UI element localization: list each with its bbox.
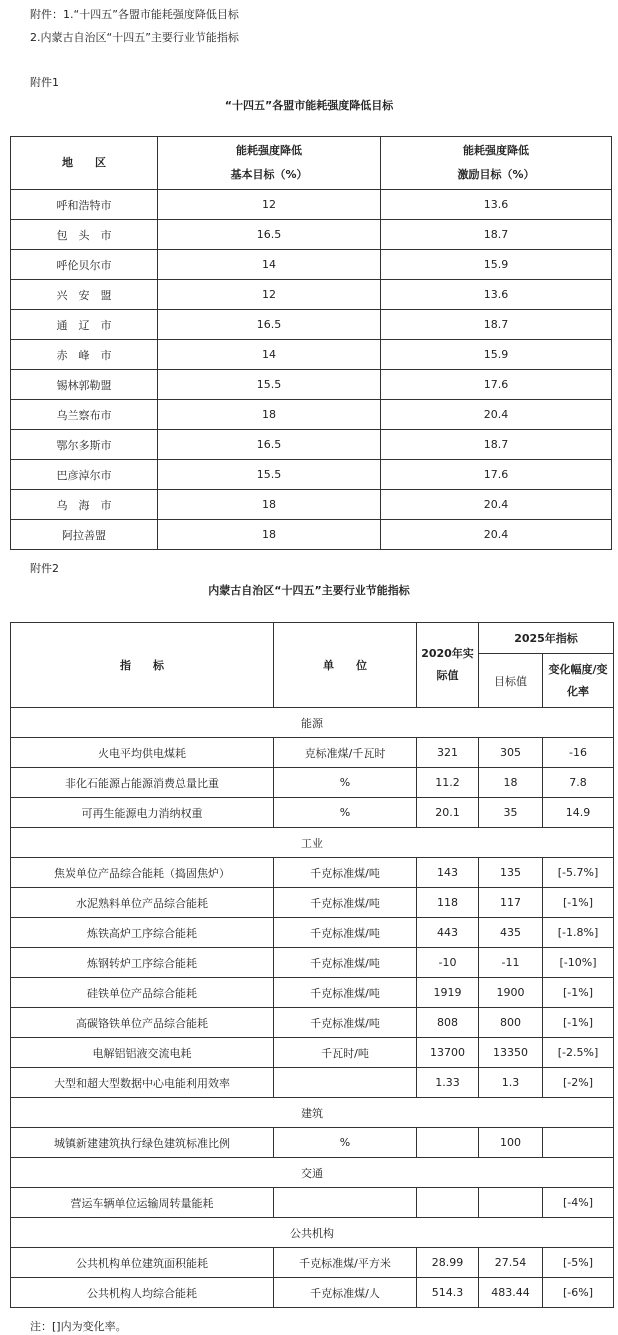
incentive-target-cell: 13.6 bbox=[381, 190, 612, 220]
unit-cell: 千克标准煤/吨 bbox=[274, 948, 417, 978]
unit-cell: 千克标准煤/吨 bbox=[274, 858, 417, 888]
header-2020-actual: 2020年实际值 bbox=[417, 623, 479, 708]
table-row bbox=[11, 768, 614, 798]
indicator-cell: 炼钢转炉工序综合能耗 bbox=[11, 948, 274, 978]
incentive-target-cell: 15.9 bbox=[381, 340, 612, 370]
basic-target-cell: 16.5 bbox=[158, 430, 381, 460]
basic-target-cell: 15.5 bbox=[158, 460, 381, 490]
header-change: 变化幅度/变化率 bbox=[543, 654, 614, 708]
region-cell: 乌兰察布市 bbox=[11, 400, 158, 430]
table-row bbox=[11, 858, 614, 888]
basic-target-cell: 16.5 bbox=[158, 310, 381, 340]
unit-cell: % bbox=[274, 798, 417, 828]
incentive-target-cell: 17.6 bbox=[381, 370, 612, 400]
table-row bbox=[11, 1188, 614, 1218]
incentive-target-cell: 20.4 bbox=[381, 520, 612, 550]
indicator-cell: 公共机构人均综合能耗 bbox=[11, 1278, 274, 1308]
region-cell: 锡林郭勒盟 bbox=[11, 370, 158, 400]
unit-cell: 千克标准煤/人 bbox=[274, 1278, 417, 1308]
actual-2020-cell: 11.2 bbox=[417, 768, 479, 798]
indicator-cell: 公共机构单位建筑面积能耗 bbox=[11, 1248, 274, 1278]
basic-target-cell: 18 bbox=[158, 490, 381, 520]
region-cell: 赤 峰 市 bbox=[11, 340, 158, 370]
target-2025-cell: 27.54 bbox=[479, 1248, 543, 1278]
target-2025-cell: 1900 bbox=[479, 978, 543, 1008]
change-cell: [-5%] bbox=[543, 1248, 614, 1278]
table-row bbox=[11, 460, 612, 490]
region-cell: 兴 安 盟 bbox=[11, 280, 158, 310]
table-row bbox=[11, 430, 612, 460]
table-row bbox=[11, 1278, 614, 1308]
change-cell: [-5.7%] bbox=[543, 858, 614, 888]
actual-2020-cell: 321 bbox=[417, 738, 479, 768]
unit-cell: 千瓦时/吨 bbox=[274, 1038, 417, 1068]
actual-2020-cell: 118 bbox=[417, 888, 479, 918]
change-cell bbox=[543, 1128, 614, 1158]
table-header-row bbox=[11, 623, 614, 654]
target-2025-cell: 1.3 bbox=[479, 1068, 543, 1098]
region-cell: 包 头 市 bbox=[11, 220, 158, 250]
unit-cell: 千克标准煤/平方米 bbox=[274, 1248, 417, 1278]
section-row bbox=[11, 1098, 614, 1128]
table-row bbox=[11, 948, 614, 978]
indicator-cell: 高碳铬铁单位产品综合能耗 bbox=[11, 1008, 274, 1038]
change-cell: [-4%] bbox=[543, 1188, 614, 1218]
table-row bbox=[11, 220, 612, 250]
target-2025-cell bbox=[479, 1188, 543, 1218]
table-row bbox=[11, 1128, 614, 1158]
basic-target-cell: 12 bbox=[158, 190, 381, 220]
table-header-row bbox=[11, 137, 612, 190]
indicator-cell: 可再生能源电力消纳权重 bbox=[11, 798, 274, 828]
unit-cell: 千克标准煤/吨 bbox=[274, 1008, 417, 1038]
change-cell: [-6%] bbox=[543, 1278, 614, 1308]
target-2025-cell: 135 bbox=[479, 858, 543, 888]
indicator-cell: 焦炭单位产品综合能耗（捣固焦炉） bbox=[11, 858, 274, 888]
section-row bbox=[11, 828, 614, 858]
unit-cell: 克标准煤/千瓦时 bbox=[274, 738, 417, 768]
unit-cell: 千克标准煤/吨 bbox=[274, 888, 417, 918]
indicator-cell: 城镇新建建筑执行绿色建筑标准比例 bbox=[11, 1128, 274, 1158]
change-cell: [-1%] bbox=[543, 978, 614, 1008]
target-2025-cell: 35 bbox=[479, 798, 543, 828]
indicator-cell: 水泥熟料单位产品综合能耗 bbox=[11, 888, 274, 918]
target-2025-cell: 117 bbox=[479, 888, 543, 918]
basic-target-cell: 14 bbox=[158, 250, 381, 280]
basic-target-cell: 14 bbox=[158, 340, 381, 370]
intro-line-2: 2.内蒙古自治区“十四五”主要行业节能指标 bbox=[30, 31, 239, 44]
change-cell: -16 bbox=[543, 738, 614, 768]
target-2025-cell: 13350 bbox=[479, 1038, 543, 1068]
attachment-1-label: 附件1 bbox=[30, 76, 59, 89]
actual-2020-cell: 28.99 bbox=[417, 1248, 479, 1278]
unit-cell: 千克标准煤/吨 bbox=[274, 918, 417, 948]
header-target-value: 目标值 bbox=[479, 654, 543, 708]
actual-2020-cell bbox=[417, 1128, 479, 1158]
indicator-cell: 硅铁单位产品综合能耗 bbox=[11, 978, 274, 1008]
region-cell: 通 辽 市 bbox=[11, 310, 158, 340]
section-row bbox=[11, 708, 614, 738]
section-title: 能源 bbox=[11, 708, 614, 738]
change-cell: [-1.8%] bbox=[543, 918, 614, 948]
incentive-target-cell: 20.4 bbox=[381, 400, 612, 430]
attachment-1-title: “十四五”各盟市能耗强度降低目标 bbox=[224, 99, 394, 112]
region-cell: 呼和浩特市 bbox=[11, 190, 158, 220]
table-row bbox=[11, 250, 612, 280]
table-row bbox=[11, 280, 612, 310]
table-row bbox=[11, 490, 612, 520]
unit-cell: % bbox=[274, 1128, 417, 1158]
change-cell: 14.9 bbox=[543, 798, 614, 828]
attachment-2-label: 附件2 bbox=[30, 562, 59, 575]
table-row bbox=[11, 978, 614, 1008]
section-title: 公共机构 bbox=[11, 1218, 614, 1248]
actual-2020-cell bbox=[417, 1188, 479, 1218]
table-row bbox=[11, 1248, 614, 1278]
incentive-target-cell: 17.6 bbox=[381, 460, 612, 490]
region-cell: 鄂尔多斯市 bbox=[11, 430, 158, 460]
basic-target-cell: 12 bbox=[158, 280, 381, 310]
table-row bbox=[11, 190, 612, 220]
change-cell: [-1%] bbox=[543, 888, 614, 918]
target-2025-cell: 800 bbox=[479, 1008, 543, 1038]
change-cell: [-2%] bbox=[543, 1068, 614, 1098]
unit-cell bbox=[274, 1068, 417, 1098]
table-row bbox=[11, 1068, 614, 1098]
basic-target-cell: 15.5 bbox=[158, 370, 381, 400]
section-row bbox=[11, 1218, 614, 1248]
indicator-cell: 炼铁高炉工序综合能耗 bbox=[11, 918, 274, 948]
table-row bbox=[11, 1038, 614, 1068]
header-unit: 单 位 bbox=[274, 623, 417, 708]
actual-2020-cell: 143 bbox=[417, 858, 479, 888]
change-cell: [-2.5%] bbox=[543, 1038, 614, 1068]
indicator-cell: 非化石能源占能源消费总量比重 bbox=[11, 768, 274, 798]
incentive-target-cell: 18.7 bbox=[381, 430, 612, 460]
table-row bbox=[11, 1008, 614, 1038]
incentive-target-cell: 20.4 bbox=[381, 490, 612, 520]
change-cell: [-1%] bbox=[543, 1008, 614, 1038]
incentive-target-cell: 18.7 bbox=[381, 310, 612, 340]
table-row bbox=[11, 310, 612, 340]
indicator-cell: 火电平均供电煤耗 bbox=[11, 738, 274, 768]
industry-indicators-table bbox=[10, 622, 614, 1308]
table-row bbox=[11, 798, 614, 828]
target-2025-cell: 483.44 bbox=[479, 1278, 543, 1308]
unit-cell: 千克标准煤/吨 bbox=[274, 978, 417, 1008]
target-2025-cell: 305 bbox=[479, 738, 543, 768]
basic-target-cell: 18 bbox=[158, 520, 381, 550]
actual-2020-cell: -10 bbox=[417, 948, 479, 978]
indicator-cell: 电解铝铝液交流电耗 bbox=[11, 1038, 274, 1068]
target-2025-cell: -11 bbox=[479, 948, 543, 978]
region-cell: 巴彦淖尔市 bbox=[11, 460, 158, 490]
unit-cell bbox=[274, 1188, 417, 1218]
section-row bbox=[11, 1158, 614, 1188]
region-cell: 阿拉善盟 bbox=[11, 520, 158, 550]
change-cell: [-10%] bbox=[543, 948, 614, 978]
attachment-2-title: 内蒙古自治区“十四五”主要行业节能指标 bbox=[208, 584, 410, 597]
indicator-cell: 大型和超大型数据中心电能利用效率 bbox=[11, 1068, 274, 1098]
section-title: 工业 bbox=[11, 828, 614, 858]
target-2025-cell: 18 bbox=[479, 768, 543, 798]
change-cell: 7.8 bbox=[543, 768, 614, 798]
basic-target-cell: 16.5 bbox=[158, 220, 381, 250]
actual-2020-cell: 808 bbox=[417, 1008, 479, 1038]
incentive-target-cell: 15.9 bbox=[381, 250, 612, 280]
actual-2020-cell: 20.1 bbox=[417, 798, 479, 828]
unit-cell: % bbox=[274, 768, 417, 798]
regional-targets-table bbox=[10, 136, 612, 550]
table-row bbox=[11, 370, 612, 400]
header-basic-target: 能耗强度降低 基本目标（%） bbox=[158, 137, 381, 190]
incentive-target-cell: 18.7 bbox=[381, 220, 612, 250]
actual-2020-cell: 1919 bbox=[417, 978, 479, 1008]
target-2025-cell: 100 bbox=[479, 1128, 543, 1158]
actual-2020-cell: 13700 bbox=[417, 1038, 479, 1068]
incentive-target-cell: 13.6 bbox=[381, 280, 612, 310]
table-row bbox=[11, 340, 612, 370]
header-2025-target: 2025年指标 bbox=[479, 623, 614, 654]
table-row bbox=[11, 738, 614, 768]
actual-2020-cell: 1.33 bbox=[417, 1068, 479, 1098]
header-incentive-target: 能耗强度降低 激励目标（%） bbox=[381, 137, 612, 190]
section-title: 建筑 bbox=[11, 1098, 614, 1128]
actual-2020-cell: 514.3 bbox=[417, 1278, 479, 1308]
header-region: 地 区 bbox=[11, 137, 158, 190]
header-indicator: 指 标 bbox=[11, 623, 274, 708]
table-row bbox=[11, 888, 614, 918]
target-2025-cell: 435 bbox=[479, 918, 543, 948]
basic-target-cell: 18 bbox=[158, 400, 381, 430]
table-row bbox=[11, 918, 614, 948]
indicator-cell: 营运车辆单位运输周转量能耗 bbox=[11, 1188, 274, 1218]
section-title: 交通 bbox=[11, 1158, 614, 1188]
table-row bbox=[11, 400, 612, 430]
region-cell: 乌 海 市 bbox=[11, 490, 158, 520]
actual-2020-cell: 443 bbox=[417, 918, 479, 948]
footnote: 注：[]内为变化率。 bbox=[30, 1320, 127, 1333]
table-row bbox=[11, 520, 612, 550]
intro-line-1: 附件：1.“十四五”各盟市能耗强度降低目标 bbox=[30, 8, 239, 21]
region-cell: 呼伦贝尔市 bbox=[11, 250, 158, 280]
